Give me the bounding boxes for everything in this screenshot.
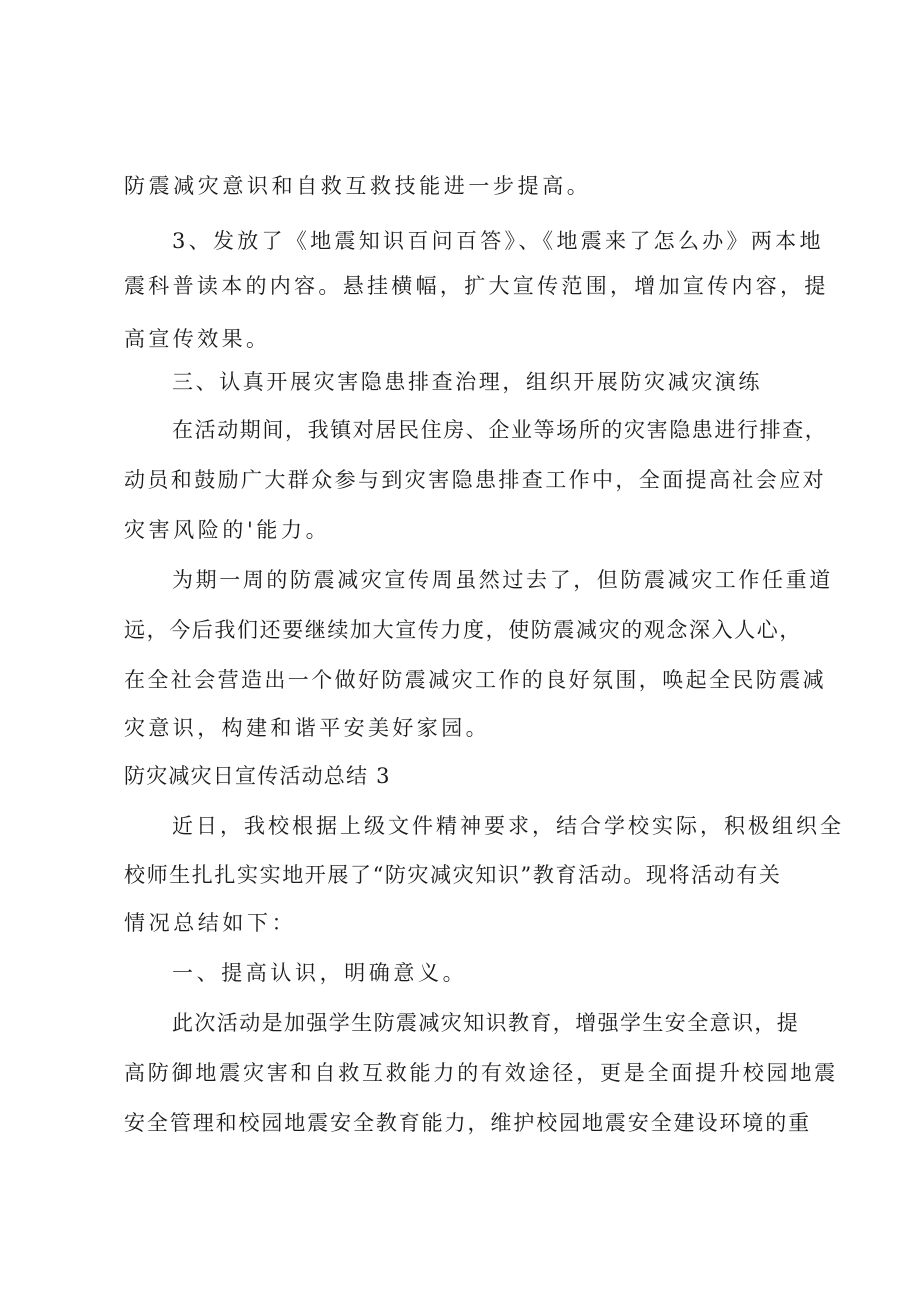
body-text-line: 动员和鼓励广大群众参与到灾害隐患排查工作中，全面提高社会应对 — [124, 468, 826, 492]
body-text-line: 高宣传效果。 — [124, 327, 271, 351]
article-title: 防灾减灾日宣传活动总结 3 — [124, 764, 391, 788]
body-text-line: 灾害风险的'能力。 — [124, 518, 331, 542]
body-text-line: 近日，我校根据上级文件精神要求，结合学校实际，积极组织全 — [172, 814, 844, 838]
body-text-line: 此次活动是加强学生防震减灾知识教育，增强学生安全意识，提 — [172, 1011, 800, 1035]
body-text-line: 在全社会营造出一个做好防震减灾工作的良好氛围，唤起全民防震减 — [124, 668, 826, 692]
body-text-line: 安全管理和校园地震安全教育能力，维护校园地震安全建设环境的重 — [124, 1111, 811, 1135]
section-heading: 三、认真开展灾害隐患排查治理，组织开展防灾减灾演练 — [172, 370, 762, 394]
body-text-line: 远，今后我们还要继续加大宣传力度，使防震减灾的观念深入人心， — [124, 618, 802, 642]
body-text-line: 在活动期间，我镇对居民住房、企业等场所的灾害隐患进行排查， — [172, 418, 828, 442]
body-text-line: 高防御地震灾害和自救互救能力的有效途径，更是全面提升校园地震 — [124, 1061, 838, 1085]
body-text-line: 情况总结如下： — [124, 911, 297, 935]
body-text-line: 3、发放了《地震知识百问百答》、《地震来了怎么办》两本地 — [172, 229, 824, 253]
body-text-line: 防震减灾意识和自救互救技能进一步提高。 — [124, 174, 592, 198]
body-text-line: 震科普读本的内容。悬挂横幅，扩大宣传范围，增加宣传内容，提 — [124, 274, 829, 298]
body-text-line: 为期一周的防震减灾宣传周虽然过去了，但防震减灾工作任重道 — [172, 568, 833, 592]
body-text-line: 校师生扎扎实实地开展了“防灾减灾知识”教育活动。现将活动有关 — [124, 863, 782, 887]
section-heading: 一、提高认识，明确意义。 — [172, 961, 468, 985]
body-text-line: 灾意识，构建和谐平安美好家园。 — [124, 716, 490, 740]
